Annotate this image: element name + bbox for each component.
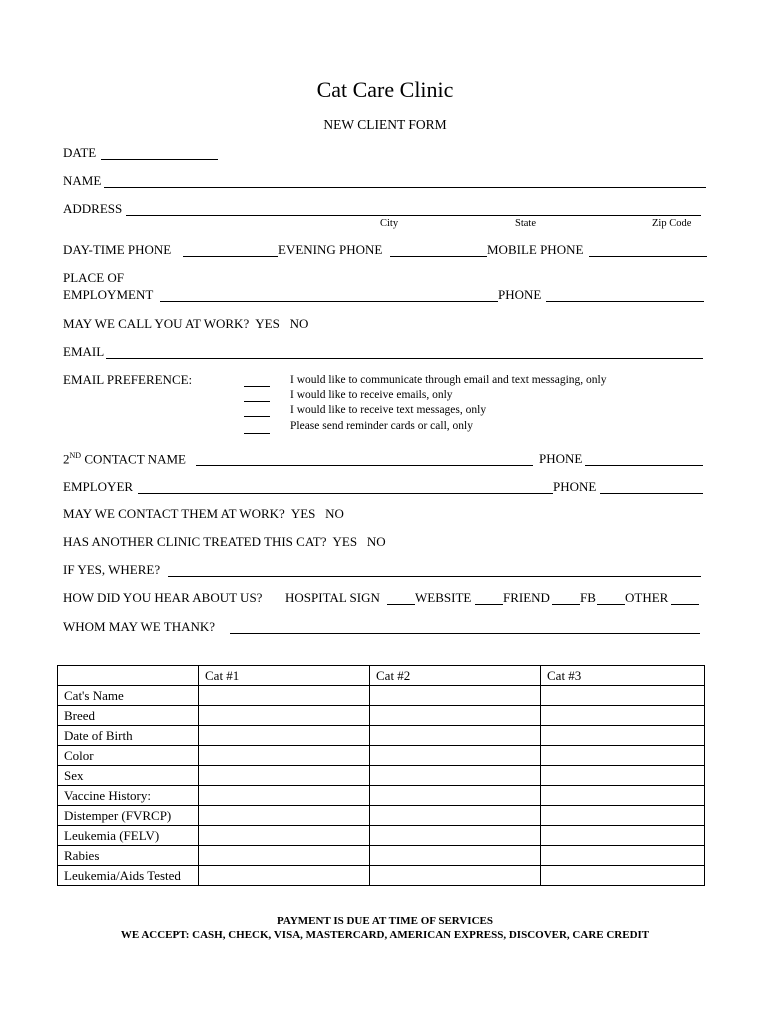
cat-3-cell[interactable] bbox=[541, 766, 705, 786]
employment-phone-label: PHONE bbox=[498, 287, 542, 302]
hospital-sign-field[interactable] bbox=[387, 604, 415, 605]
if-yes-where-field[interactable] bbox=[168, 576, 701, 577]
employment-phone-field[interactable] bbox=[546, 301, 704, 302]
email-field[interactable] bbox=[106, 358, 703, 359]
row-label: Vaccine History: bbox=[58, 786, 199, 806]
daytime-phone-label: DAY-TIME PHONE bbox=[63, 242, 172, 257]
second-contact-text: CONTACT NAME bbox=[84, 451, 186, 467]
employment-field[interactable] bbox=[160, 301, 498, 302]
name-label: NAME bbox=[63, 173, 102, 188]
cat-2-cell[interactable] bbox=[370, 846, 541, 866]
form-subtitle: NEW CLIENT FORM bbox=[323, 117, 447, 132]
friend-label: FRIEND bbox=[503, 590, 550, 605]
cat-3-cell[interactable] bbox=[541, 786, 705, 806]
accepted-payments: WE ACCEPT: CASH, CHECK, VISA, MASTERCARD, AMERICAN EXPRESS, DISCOVER, CARE CREDIT bbox=[120, 929, 650, 941]
cat-3-cell[interactable] bbox=[541, 686, 705, 706]
table-row bbox=[58, 706, 705, 726]
cat-1-cell[interactable] bbox=[199, 846, 370, 866]
place-of-label: PLACE OF bbox=[63, 270, 125, 285]
cat-3-cell[interactable] bbox=[541, 746, 705, 766]
another-clinic-label: HAS ANOTHER CLINIC TREATED THIS CAT? bbox=[63, 534, 327, 549]
cat-3-cell[interactable] bbox=[541, 846, 705, 866]
employer-field[interactable] bbox=[138, 493, 553, 494]
cat-2-cell[interactable] bbox=[370, 726, 541, 746]
table-row bbox=[58, 866, 705, 886]
cat-3-cell[interactable] bbox=[541, 806, 705, 826]
evening-phone-field[interactable] bbox=[390, 256, 487, 257]
contact-at-work-label: MAY WE CONTACT THEM AT WORK? bbox=[63, 506, 285, 521]
if-yes-where-label: IF YES, WHERE? bbox=[63, 562, 161, 577]
how-hear-label: HOW DID YOU HEAR ABOUT US? bbox=[63, 590, 263, 605]
second-contact-sup: ND bbox=[69, 451, 82, 460]
column-header-cat-1: Cat #1 bbox=[199, 666, 370, 686]
city-caption: City bbox=[380, 218, 399, 229]
whom-thank-label: WHOM MAY WE THANK? bbox=[63, 619, 216, 634]
friend-field[interactable] bbox=[552, 604, 580, 605]
mobile-phone-label: MOBILE PHONE bbox=[487, 242, 584, 257]
date-label: DATE bbox=[63, 145, 97, 160]
cat-3-cell[interactable] bbox=[541, 866, 705, 886]
fb-label: FB bbox=[580, 590, 596, 605]
row-label: Cat's Name bbox=[58, 686, 199, 706]
call-at-work-yes[interactable]: YES bbox=[255, 316, 280, 331]
table-corner-cell bbox=[58, 666, 199, 686]
daytime-phone-field[interactable] bbox=[183, 256, 278, 257]
row-label: Rabies bbox=[58, 846, 199, 866]
cat-2-cell[interactable] bbox=[370, 766, 541, 786]
website-field[interactable] bbox=[475, 604, 503, 605]
email-pref-checkbox-2[interactable] bbox=[244, 401, 270, 402]
employer-phone-label: PHONE bbox=[553, 479, 597, 494]
cat-2-cell[interactable] bbox=[370, 706, 541, 726]
second-contact-num: 2 bbox=[63, 451, 70, 467]
call-at-work-label: MAY WE CALL YOU AT WORK? bbox=[63, 316, 250, 331]
cat-2-cell[interactable] bbox=[370, 786, 541, 806]
cat-3-cell[interactable] bbox=[541, 706, 705, 726]
employer-label: EMPLOYER bbox=[63, 479, 134, 494]
state-caption: State bbox=[515, 218, 536, 229]
email-pref-option-4: Please send reminder cards or call, only bbox=[290, 420, 473, 432]
email-pref-option-2: I would like to receive emails, only bbox=[290, 389, 453, 401]
another-clinic-question bbox=[63, 534, 386, 550]
cat-1-cell[interactable] bbox=[199, 726, 370, 746]
row-label: Leukemia/Aids Tested bbox=[58, 866, 199, 886]
address-field[interactable] bbox=[126, 215, 701, 216]
cat-2-cell[interactable] bbox=[370, 746, 541, 766]
cat-2-cell[interactable] bbox=[370, 826, 541, 846]
contact-at-work-question bbox=[63, 506, 344, 522]
row-label: Sex bbox=[58, 766, 199, 786]
email-label: EMAIL bbox=[63, 344, 105, 359]
another-clinic-no[interactable]: NO bbox=[366, 534, 386, 549]
another-clinic-yes[interactable]: YES bbox=[332, 534, 358, 549]
cat-2-cell[interactable] bbox=[370, 686, 541, 706]
table-header-row bbox=[58, 666, 705, 686]
address-label: ADDRESS bbox=[63, 201, 123, 216]
other-field[interactable] bbox=[671, 604, 699, 605]
cat-2-cell[interactable] bbox=[370, 806, 541, 826]
cat-1-cell[interactable] bbox=[199, 786, 370, 806]
fb-field[interactable] bbox=[597, 604, 625, 605]
email-pref-checkbox-1[interactable] bbox=[244, 386, 270, 387]
cat-1-cell[interactable] bbox=[199, 746, 370, 766]
hospital-sign-label: HOSPITAL SIGN bbox=[285, 590, 380, 605]
name-field[interactable] bbox=[104, 187, 706, 188]
cat-1-cell[interactable] bbox=[199, 766, 370, 786]
email-pref-checkbox-3[interactable] bbox=[244, 416, 270, 417]
column-header-cat-3: Cat #3 bbox=[541, 666, 705, 686]
cat-1-cell[interactable] bbox=[199, 686, 370, 706]
row-label: Breed bbox=[58, 706, 199, 726]
row-label: Date of Birth bbox=[58, 726, 199, 746]
clinic-title: Cat Care Clinic bbox=[316, 77, 454, 102]
table-row bbox=[58, 766, 705, 786]
employment-label: EMPLOYMENT bbox=[63, 287, 154, 302]
row-label: Color bbox=[58, 746, 199, 766]
whom-thank-field[interactable] bbox=[230, 633, 700, 634]
second-contact-phone-field[interactable] bbox=[585, 465, 703, 466]
email-preference-label: EMAIL PREFERENCE: bbox=[63, 372, 193, 387]
cat-1-cell[interactable] bbox=[199, 706, 370, 726]
evening-phone-label: EVENING PHONE bbox=[278, 242, 383, 257]
row-label: Leukemia (FELV) bbox=[58, 826, 199, 846]
table-row bbox=[58, 686, 705, 706]
email-pref-option-3: I would like to receive text messages, only bbox=[290, 404, 487, 416]
employer-phone-field[interactable] bbox=[600, 493, 703, 494]
zip-caption: Zip Code bbox=[652, 218, 692, 229]
table-row bbox=[58, 746, 705, 766]
table-row bbox=[58, 826, 705, 846]
second-contact-phone-label: PHONE bbox=[539, 451, 583, 466]
cat-1-cell[interactable] bbox=[199, 866, 370, 886]
column-header-cat-2: Cat #2 bbox=[370, 666, 541, 686]
mobile-phone-field[interactable] bbox=[589, 256, 707, 257]
website-label: WEBSITE bbox=[415, 590, 472, 605]
cat-1-cell[interactable] bbox=[199, 806, 370, 826]
date-field[interactable] bbox=[101, 159, 218, 160]
cat-3-cell[interactable] bbox=[541, 826, 705, 846]
cat-3-cell[interactable] bbox=[541, 726, 705, 746]
second-contact-label bbox=[63, 451, 186, 467]
other-label: OTHER bbox=[625, 590, 669, 605]
cat-info-table bbox=[57, 665, 705, 886]
cat-2-cell[interactable] bbox=[370, 866, 541, 886]
table-row bbox=[58, 726, 705, 746]
email-pref-checkbox-4[interactable] bbox=[244, 433, 270, 434]
call-at-work-question bbox=[63, 316, 308, 332]
second-contact-field[interactable] bbox=[196, 465, 533, 466]
row-label: Distemper (FVRCP) bbox=[58, 806, 199, 826]
contact-at-work-no[interactable]: NO bbox=[325, 506, 344, 521]
table-row bbox=[58, 846, 705, 866]
table-row bbox=[58, 786, 705, 806]
contact-at-work-yes[interactable]: YES bbox=[290, 506, 316, 521]
table-row bbox=[58, 806, 705, 826]
payment-notice: PAYMENT IS DUE AT TIME OF SERVICES bbox=[276, 915, 493, 927]
call-at-work-no[interactable]: NO bbox=[289, 316, 309, 331]
email-pref-option-1: I would like to communicate through email and text messaging, only bbox=[290, 374, 607, 386]
cat-1-cell[interactable] bbox=[199, 826, 370, 846]
